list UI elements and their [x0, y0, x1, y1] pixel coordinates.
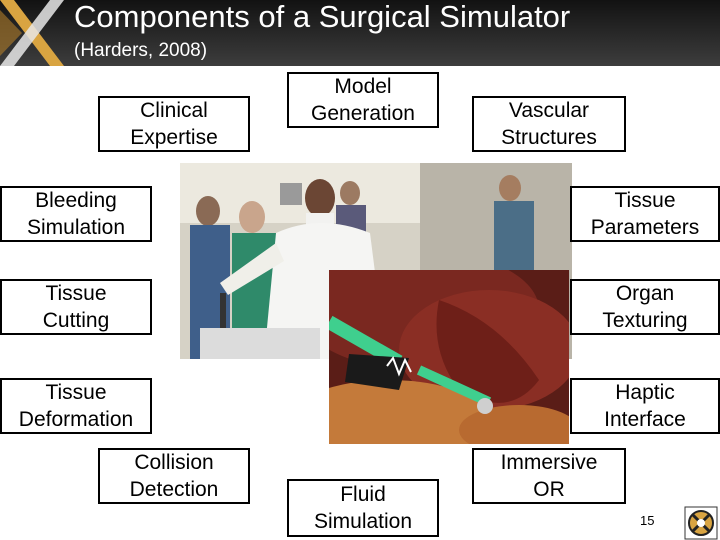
component-immersive-or: Immersive OR — [472, 448, 626, 504]
component-haptic-interface: Haptic Interface — [570, 378, 720, 434]
surgical-render-image — [329, 270, 569, 444]
x-logo-icon — [0, 0, 64, 66]
slide-number: 15 — [640, 513, 655, 528]
component-clinical-expertise: Clinical Expertise — [98, 96, 250, 152]
component-tissue-parameters: Tissue Parameters — [570, 186, 720, 242]
slide-subtitle: (Harders, 2008) — [74, 40, 208, 61]
university-seal-icon — [684, 506, 718, 540]
component-collision-detection: Collision Detection — [98, 448, 250, 504]
title-bar — [0, 0, 720, 66]
component-model-generation: Model Generation — [287, 72, 439, 128]
component-fluid-simulation: Fluid Simulation — [287, 479, 439, 537]
component-vascular-structures: Vascular Structures — [472, 96, 626, 152]
slide-title: Components of a Surgical Simulator — [74, 0, 571, 34]
component-organ-texturing: Organ Texturing — [570, 279, 720, 335]
component-bleeding-simulation: Bleeding Simulation — [0, 186, 152, 242]
component-tissue-deformation: Tissue Deformation — [0, 378, 152, 434]
component-tissue-cutting: Tissue Cutting — [0, 279, 152, 335]
